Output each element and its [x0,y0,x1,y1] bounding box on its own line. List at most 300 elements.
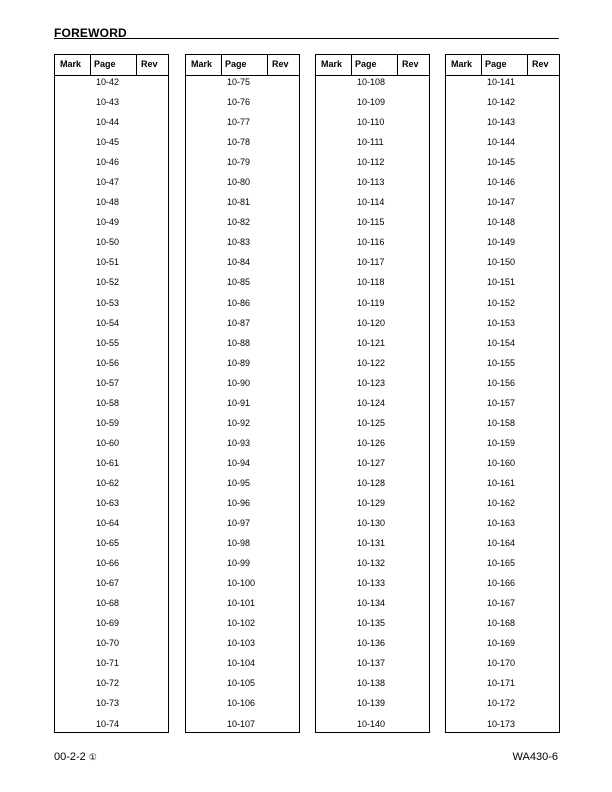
table-row [55,557,168,577]
table-row [316,317,429,337]
table-row [316,276,429,296]
page-cell: 10-45 [96,137,120,148]
page-cell: 10-163 [487,518,516,529]
page-cell: 10-114 [357,197,385,208]
table-row [316,537,429,557]
table-row [316,677,429,697]
table-row [186,276,299,296]
table-row [316,617,429,637]
page-cell: 10-105 [227,678,256,689]
table-header [186,55,299,76]
table-row [446,517,559,537]
table-rows [446,76,559,738]
table-row [316,337,429,357]
page-cell: 10-86 [227,297,251,308]
table-row [186,216,299,236]
page-cell: 10-52 [96,277,120,288]
page-cell: 10-77 [227,117,251,128]
page-cell: 10-57 [96,377,120,388]
table-row [55,357,168,377]
table-row [316,116,429,136]
page-cell: 10-172 [487,698,516,709]
table-row [316,297,429,317]
table-row [55,597,168,617]
page-cell: 10-152 [487,297,516,308]
table-row [186,557,299,577]
page-cell: 10-125 [357,417,386,428]
page-cell: 10-53 [96,297,120,308]
page-cell: 10-68 [96,598,120,609]
table-row [55,397,168,417]
table-row [316,697,429,717]
table-rows [316,76,429,738]
page-cell: 10-73 [96,698,120,709]
table-row [186,457,299,477]
table-row [316,357,429,377]
page-cell: 10-160 [487,457,516,468]
table-row [446,317,559,337]
table-row [186,697,299,717]
table-row [186,317,299,337]
table-row [186,637,299,657]
page-cell: 10-120 [357,317,386,328]
page-cell: 10-165 [487,558,516,569]
table-row [446,377,559,397]
page-cell: 10-116 [357,237,385,248]
page-cell: 10-78 [227,137,251,148]
table-row [446,76,559,96]
page-cell: 10-132 [357,558,386,569]
table-row [446,617,559,637]
table-row [55,477,168,497]
table-row [55,437,168,457]
table-row [446,156,559,176]
page-cell: 10-65 [96,538,120,549]
page-cell: 10-94 [227,457,251,468]
page-cell: 10-157 [487,397,516,408]
page-cell: 10-49 [96,217,120,228]
table-row [446,497,559,517]
page-cell: 10-79 [227,157,251,168]
page-cell: 10-133 [357,578,386,589]
table-row [446,136,559,156]
page-cell: 10-168 [487,618,516,629]
table-row [446,637,559,657]
table-row [186,176,299,196]
table-row [316,96,429,116]
page-cell: 10-138 [357,678,386,689]
table-row [55,297,168,317]
page-cell: 10-48 [96,197,120,208]
page-cell: 10-91 [227,397,251,408]
table-row [446,116,559,136]
table-rows [55,76,168,738]
page-cell: 10-51 [96,257,120,268]
page-cell: 10-117 [357,257,385,268]
table-row [186,657,299,677]
mark-header: Mark [321,59,343,69]
page-cell: 10-143 [487,117,516,128]
page-header: Page [485,59,507,69]
page-cell: 10-130 [357,518,386,529]
column-divider [90,55,91,76]
revision-table-3 [315,54,430,733]
page-cell: 10-56 [96,357,120,368]
page-header: Page [225,59,247,69]
page-cell: 10-148 [487,217,516,228]
table-row [186,96,299,116]
page-cell: 10-127 [357,457,386,468]
table-rows [186,76,299,738]
table-row [316,477,429,497]
table-row [316,236,429,256]
page-cell: 10-121 [357,337,386,348]
page-cell: 10-149 [487,237,516,248]
column-divider [136,55,137,76]
page-cell: 10-137 [357,658,386,669]
page-cell: 10-83 [227,237,251,248]
table-row [446,577,559,597]
table-row [186,196,299,216]
table-row [55,156,168,176]
page-number: 00-2-2 [54,751,86,763]
page-cell: 10-155 [487,357,516,368]
table-row [186,136,299,156]
revision-table-2 [185,54,300,733]
table-row [316,497,429,517]
page-cell: 10-43 [96,97,120,108]
page-cell: 10-92 [227,417,251,428]
table-row [186,497,299,517]
page-cell: 10-136 [357,638,386,649]
mark-header: Mark [451,59,473,69]
page-cell: 10-74 [96,718,120,729]
table-row [186,677,299,697]
page-cell: 10-67 [96,578,120,589]
rev-header: Rev [272,59,289,69]
page-cell: 10-161 [487,477,516,488]
page-cell: 10-104 [227,658,256,669]
table-row [446,196,559,216]
table-row [55,697,168,717]
page-cell: 10-106 [227,698,256,709]
table-row [316,156,429,176]
table-row [186,156,299,176]
table-row [55,96,168,116]
table-row [316,657,429,677]
page-cell: 10-44 [96,117,120,128]
page-cell: 10-162 [487,497,516,508]
table-row [55,577,168,597]
page-cell: 10-89 [227,357,251,368]
page-cell: 10-47 [96,177,120,188]
page-cell: 10-134 [357,598,386,609]
table-row [316,196,429,216]
page-cell: 10-95 [227,477,251,488]
table-row [446,176,559,196]
table-row [55,718,168,738]
page-cell: 10-96 [227,497,251,508]
table-row [446,417,559,437]
column-divider [481,55,482,76]
page-cell: 10-135 [357,618,386,629]
table-row [316,577,429,597]
page-header: Page [94,59,116,69]
table-row [55,276,168,296]
page-cell: 10-147 [487,197,516,208]
page-cell: 10-61 [96,457,120,468]
page-cell: 10-100 [227,578,256,589]
page-cell: 10-119 [357,297,385,308]
table-row [446,457,559,477]
page-cell: 10-170 [487,658,516,669]
page-cell: 10-70 [96,638,120,649]
page-cell: 10-98 [227,538,251,549]
page-cell: 10-167 [487,598,516,609]
table-row [446,236,559,256]
rev-header: Rev [141,59,158,69]
table-row [316,256,429,276]
table-row [186,116,299,136]
page-cell: 10-140 [357,718,386,729]
table-row [186,437,299,457]
table-row [55,176,168,196]
page-cell: 10-80 [227,177,251,188]
table-header [316,55,429,76]
mark-header: Mark [191,59,213,69]
page-cell: 10-64 [96,518,120,529]
table-row [186,537,299,557]
table-row [55,116,168,136]
table-row [55,76,168,96]
page-cell: 10-158 [487,417,516,428]
page-cell: 10-59 [96,417,120,428]
page-cell: 10-154 [487,337,516,348]
page-cell: 10-87 [227,317,251,328]
page-title: FOREWORD [54,26,127,40]
page-cell: 10-113 [357,177,385,188]
page-cell: 10-90 [227,377,251,388]
table-row [55,457,168,477]
footer-model: WA430-6 [512,751,558,763]
page-cell: 10-93 [227,437,251,448]
page-cell: 10-63 [96,497,120,508]
table-row [316,377,429,397]
page-cell: 10-128 [357,477,386,488]
page-cell: 10-102 [227,618,256,629]
page-cell: 10-115 [357,217,385,228]
table-row [446,276,559,296]
table-row [186,477,299,497]
page-cell: 10-82 [227,217,251,228]
page-cell: 10-66 [96,558,120,569]
column-divider [527,55,528,76]
table-row [186,397,299,417]
page-cell: 10-129 [357,497,386,508]
table-row [446,357,559,377]
page-cell: 10-58 [96,397,120,408]
page-cell: 10-131 [357,538,386,549]
page-cell: 10-84 [227,257,251,268]
page-cell: 10-103 [227,638,256,649]
table-row [55,256,168,276]
table-row [55,317,168,337]
table-row [446,697,559,717]
rev-header: Rev [532,59,549,69]
table-row [316,176,429,196]
column-divider [221,55,222,76]
page-cell: 10-142 [487,97,516,108]
table-row [446,337,559,357]
page-cell: 10-146 [487,177,516,188]
page-cell: 10-54 [96,317,120,328]
table-row [316,517,429,537]
page-cell: 10-166 [487,578,516,589]
table-row [446,557,559,577]
page-cell: 10-101 [227,598,256,609]
table-header [55,55,168,76]
table-row [446,477,559,497]
table-row [186,617,299,637]
page-cell: 10-144 [487,137,516,148]
page-cell: 10-85 [227,277,251,288]
page-cell: 10-169 [487,638,516,649]
page-cell: 10-112 [357,157,385,168]
page-cell: 10-62 [96,477,120,488]
page-cell: 10-88 [227,337,251,348]
table-row [316,597,429,617]
table-row [446,256,559,276]
page-cell: 10-122 [357,357,386,368]
page-cell: 10-171 [487,678,516,689]
table-row [316,637,429,657]
table-row [446,597,559,617]
table-row [186,597,299,617]
table-row [316,216,429,236]
table-row [186,417,299,437]
page-cell: 10-72 [96,678,120,689]
table-row [316,557,429,577]
table-header [446,55,559,76]
table-row [55,337,168,357]
table-row [446,397,559,417]
page-cell: 10-164 [487,538,516,549]
page-cell: 10-50 [96,237,120,248]
column-divider [397,55,398,76]
page-cell: 10-141 [487,77,516,87]
table-row [55,517,168,537]
column-divider [351,55,352,76]
table-row [446,437,559,457]
page-cell: 10-118 [357,277,385,288]
revision-symbol: ① [88,752,97,762]
rev-header: Rev [402,59,419,69]
table-row [55,537,168,557]
column-divider [267,55,268,76]
table-row [316,457,429,477]
page-cell: 10-110 [357,117,385,128]
revision-table-4 [445,54,560,733]
table-row [316,397,429,417]
page-cell: 10-109 [357,97,386,108]
table-row [55,497,168,517]
page-cell: 10-150 [487,257,516,268]
table-row [55,677,168,697]
footer-page-number [54,751,97,763]
table-row [316,76,429,96]
page-cell: 10-139 [357,698,386,709]
table-row [55,657,168,677]
page-cell: 10-55 [96,337,120,348]
table-row [316,136,429,156]
page-cell: 10-145 [487,157,516,168]
revision-table-1 [54,54,169,733]
table-row [446,677,559,697]
page-cell: 10-46 [96,157,120,168]
page-cell: 10-60 [96,437,120,448]
table-row [316,718,429,738]
table-row [55,637,168,657]
header-rule [54,38,559,39]
table-row [186,577,299,597]
table-row [186,236,299,256]
table-row [186,256,299,276]
page-cell: 10-124 [357,397,386,408]
table-row [316,437,429,457]
table-row [186,76,299,96]
page-cell: 10-97 [227,518,251,529]
page-cell: 10-71 [96,658,120,669]
table-row [55,216,168,236]
table-row [186,517,299,537]
table-row [55,136,168,156]
table-row [186,377,299,397]
table-row [186,297,299,317]
page-header: Page [355,59,377,69]
page-cell: 10-153 [487,317,516,328]
page-cell: 10-111 [357,137,384,148]
table-row [446,657,559,677]
table-row [55,417,168,437]
table-row [446,297,559,317]
page-cell: 10-81 [227,197,251,208]
page-cell: 10-99 [227,558,251,569]
page-cell: 10-159 [487,437,516,448]
table-row [55,617,168,637]
page-cell: 10-69 [96,618,120,629]
page-cell: 10-156 [487,377,516,388]
mark-header: Mark [60,59,82,69]
page-cell: 10-151 [487,277,516,288]
table-row [55,196,168,216]
table-row [446,537,559,557]
page-cell: 10-107 [227,718,256,729]
page-cell: 10-126 [357,437,386,448]
page-cell: 10-76 [227,97,251,108]
table-row [446,96,559,116]
table-row [186,357,299,377]
table-row [316,417,429,437]
table-row [446,216,559,236]
page-cell: 10-108 [357,77,386,87]
table-row [186,337,299,357]
page-cell: 10-42 [96,77,120,87]
page-cell: 10-75 [227,77,251,87]
page-cell: 10-123 [357,377,386,388]
table-row [55,236,168,256]
table-row [55,377,168,397]
table-row [446,718,559,738]
